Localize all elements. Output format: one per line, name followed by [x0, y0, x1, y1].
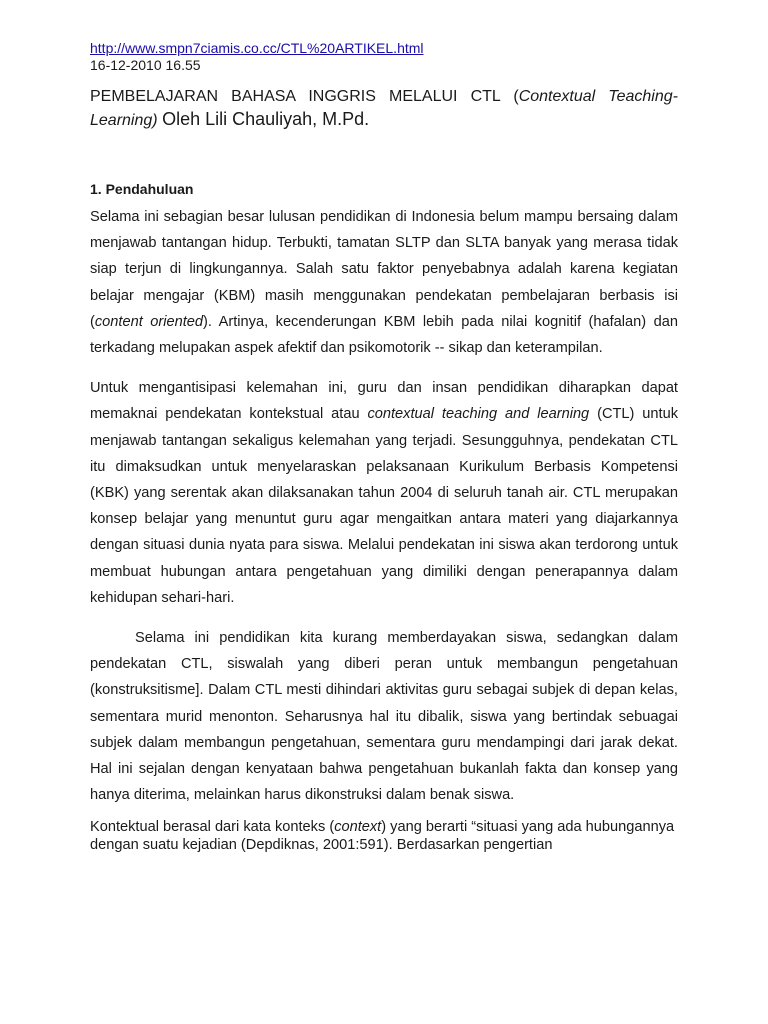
- paragraph-2-text-a: Untuk mengantisipasi kelemahan ini, guru dan insan pendidikan diharapkan dapat memaknai pendekatan kontekstual atau: [90, 380, 678, 423]
- paragraph-4-italic: context: [334, 819, 382, 836]
- paragraph-4: [90, 818, 678, 854]
- article-author: Oleh Lili Chauliyah, M.Pd.: [162, 109, 370, 129]
- paragraph-2: [90, 375, 678, 611]
- paragraph-3: Selama ini pendidikan kita kurang memberdayakan siswa, sedangkan dalam pendekatan CTL, siswalah yang diberi peran untuk membangun pengetahuan (konstruksitisme]. Dalam CTL mesti dihindari aktivitas guru sebagai subjek di depan kelas, sementara murid menonton. Seharusnya hal itu dibalik, siswa yang bertindak sebuagai subjek dalam membangun pengetahuan, sementara guru mendampingi dari jarak dekat. Hal ini sejalan dengan kenyataan bahwa pengetahuan bukanlah fakta dan konsep yang hanya diterima, melainkan harus dikonstruksi dalam benak siswa.: [90, 630, 678, 804]
- paragraph-2-italic: contextual teaching and learning: [367, 406, 590, 423]
- paragraph-1-text-c: ). Artinya, kecenderungan KBM lebih pada nilai kognitif (hafalan) dan terkadang melupakan aspek afektif dan psikomotorik -- sikap dan keterampilan.: [90, 313, 678, 357]
- article-title: [90, 86, 678, 132]
- source-url-link[interactable]: http://www.smpn7ciamis.co.cc/CTL%20ARTIKEL.html: [90, 40, 424, 56]
- paragraph-1-italic: content oriented: [94, 313, 204, 330]
- source-datetime: 16-12-2010 16.55: [90, 57, 201, 73]
- paragraph-2-text-c: (CTL) untuk menjawab tantangan sekaligus kelemahan yang terjadi. Sesungguhnya, pendekatan CTL itu dimaksudkan untuk menyelaraskan pelaksanaan Kurikulum Berbasis Kompetensi (KBK) yang serentak akan dilaksanakan tahun 2004 di seluruh tanah air. CTL merupakan konsep belajar yang menuntut guru agar mengaitkan antara materi yang diajarkannya dengan situasi dunia nyata para siswa. Melalui pendekatan ini siswa akan terdorong untuk membuat hubungan antara pengetahuan yang dimiliki dengan penerapannya dalam kehidupan sehari-hari.: [90, 406, 678, 606]
- paragraph-4-text-c: ) yang berarti “situasi yang ada hubungannya dengan suatu kejadian (Depdiknas, 2001:591). Berdasarkan pengertian: [90, 819, 675, 854]
- section-heading: 1. Pendahuluan: [90, 181, 194, 197]
- paragraph-4-text-a: Kontektual berasal dari kata konteks (: [90, 819, 335, 836]
- article-title-italic: Contextual Teaching- Learning): [90, 88, 678, 129]
- document-page: [90, 40, 678, 854]
- article-title-main: PEMBELAJARAN BAHASA INGGRIS MELALUI CTL (: [90, 88, 519, 105]
- section-pendahuluan: [90, 180, 678, 854]
- paragraph-1-text-a: Selama ini sebagian besar lulusan pendidikan di Indonesia belum mampu bersaing dalam menjawab tantangan hidup. Terbukti, tamatan SLTP dan SLTA banyak yang merasa tidak siap terjun di lingkungannya. Salah satu faktor penyebabnya adalah karena kegiatan belajar mengajar (KBM) masih menggunakan pendekatan pembelajaran berbasis isi (: [90, 209, 678, 330]
- paragraph-1: [90, 204, 678, 361]
